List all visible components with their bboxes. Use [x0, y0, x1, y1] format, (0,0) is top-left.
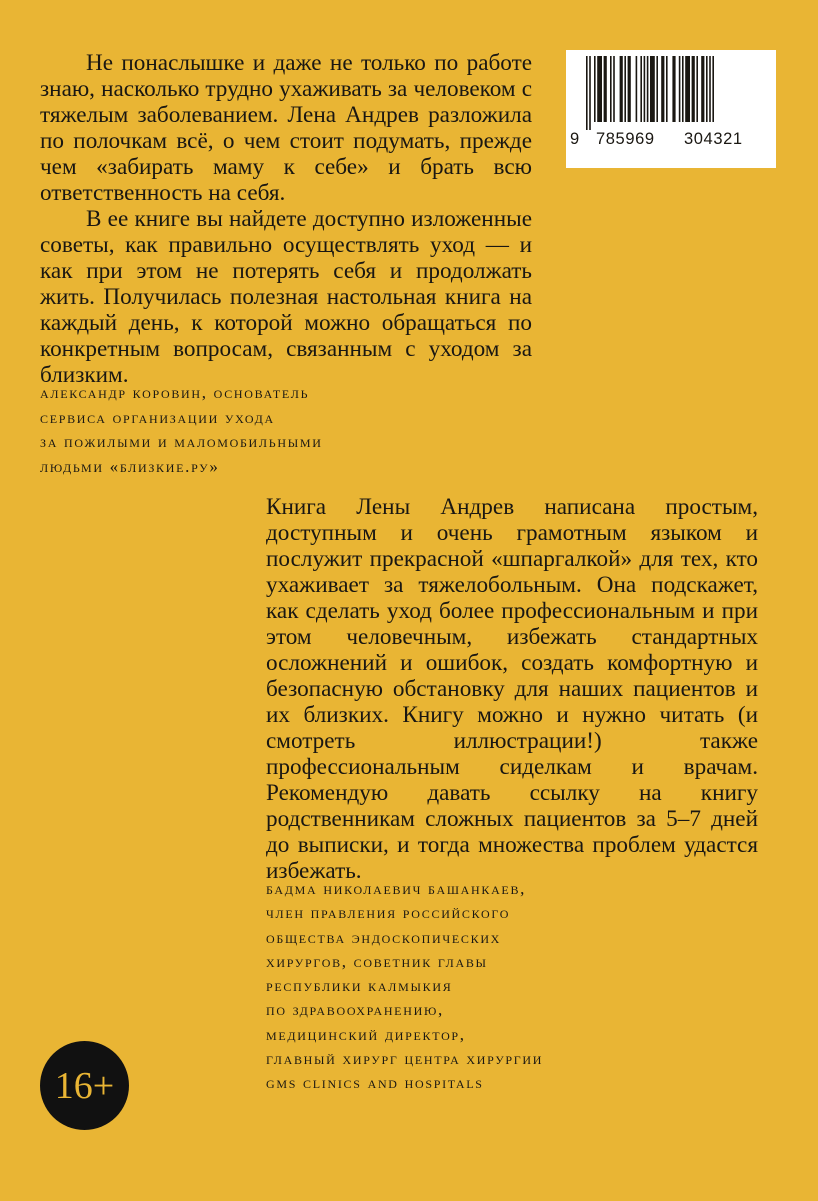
barcode-bar [604, 56, 607, 122]
barcode-bar [647, 56, 649, 122]
barcode-bar [656, 56, 658, 122]
barcode-bar [661, 56, 664, 122]
barcode-bar [685, 56, 690, 122]
author-line: главный хирург центра хирургии [266, 1049, 544, 1069]
isbn-barcode [566, 50, 776, 168]
author-line: александр коровин, основатель [40, 383, 310, 402]
barcode-bar [672, 56, 675, 122]
author-line: gms clinics and hospitals [266, 1073, 484, 1093]
barcode-digits-right: 304321 [684, 130, 743, 148]
barcode-bar [706, 56, 708, 122]
barcode-bar [628, 56, 631, 122]
age-rating-badge: 16+ [40, 1041, 129, 1130]
author-line: сервиса организации ухода [40, 407, 275, 427]
barcode-bar [701, 56, 704, 122]
barcode-bar [712, 56, 714, 122]
barcode-bar [613, 56, 615, 122]
quote-2-author [266, 877, 766, 1096]
barcode-bar [594, 56, 596, 122]
quote-1-paragraph-1: Не понаслышке и даже не только по работе знаю, насколько трудно ухаживать за человеком с тяжелым заболеванием. Лена Андрев разложила по полочкам всё, о чем стоит подумать, прежде чем «забирать маму к себе» и брать всю ответственность на себя. [40, 50, 532, 206]
barcode-bar [589, 56, 591, 130]
barcode-digit-prefix: 9 [570, 130, 580, 148]
author-line: республики калмыкия [266, 976, 453, 996]
quote-1-author [40, 381, 510, 479]
barcode-bar [692, 56, 695, 122]
barcode-bar [682, 56, 684, 122]
author-line: людьми «близкие.ру» [40, 456, 220, 476]
barcode-bar [650, 56, 655, 122]
barcode-bar [624, 56, 626, 122]
barcode-bar [620, 56, 623, 122]
author-line: бадма николаевич башанкаев, [266, 879, 527, 898]
barcode-bar [696, 56, 698, 122]
barcode-bar [679, 56, 681, 122]
author-line: за пожилыми и маломобильными [40, 432, 323, 451]
quote-1-paragraph-2: В ее книге вы найдете доступно изложенные советы, как правильно осуществлять уход — и как при этом не потерять себя и продолжать жить. Получилась полезная настольная книга на каждый день, к которой можно обращаться по конкретным вопросам, связанным с уходом за близким. [40, 206, 532, 388]
barcode-bar [644, 56, 646, 122]
author-line: общества эндоскопических [266, 927, 502, 947]
barcode-bar [636, 56, 638, 122]
quote-2 [266, 494, 758, 884]
author-line: хирургов, советник главы [266, 951, 488, 971]
quote-1 [40, 50, 532, 388]
barcode-bars [578, 56, 764, 132]
author-line: медицинский директор, [266, 1024, 466, 1044]
author-line: по здравоохранению, [266, 1000, 444, 1020]
barcode-bar [666, 56, 668, 122]
quote-2-text: Книга Лены Андрев написана простым, доступным и очень грамотным языком и послужит прекрасной «шпаргалкой» для тех, кто ухаживает за тяжелобольным. Она подскажет, как сделать уход более профессиональным и при этом человечным, избежать стандартных осложнений и ошибок, создать комфортную и безопасную обстановку для наших пациентов и их близких. Книгу можно и нужно читать (и смотреть иллюстрации!) также профессиональным сиделкам и врачам. Рекомендую давать ссылку на книгу родственникам сложных пациентов за 5–7 дней до выписки, и тогда множества проблем удастся избежать. [266, 494, 758, 884]
barcode-bar [610, 56, 612, 122]
barcode-bar [709, 56, 711, 122]
barcode-digits-left: 785969 [596, 130, 655, 148]
barcode-digits [566, 130, 776, 149]
barcode-bar [586, 56, 588, 130]
barcode-bar [597, 56, 602, 122]
barcode-bar [640, 56, 642, 122]
author-line: член правления российского [266, 903, 511, 923]
